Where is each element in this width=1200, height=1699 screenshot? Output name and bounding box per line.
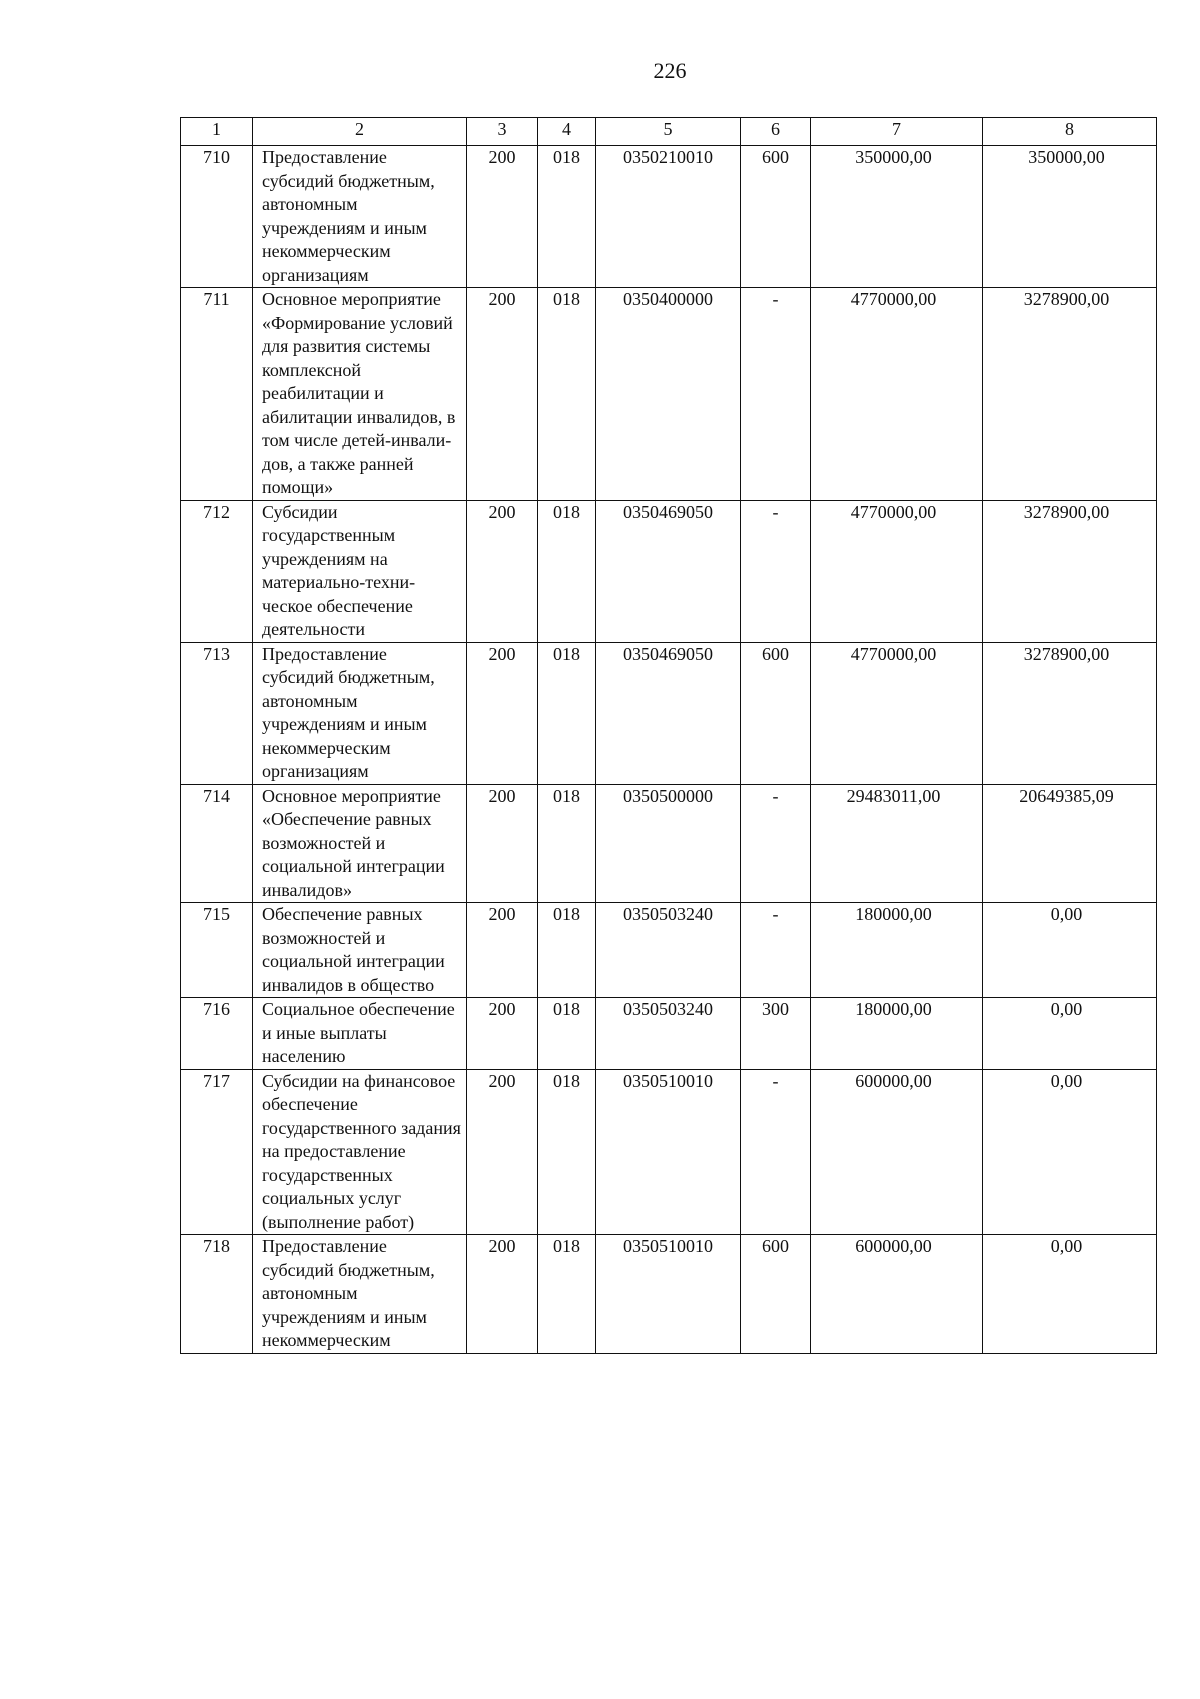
row-number: 713 (181, 642, 253, 784)
cell-col6: 600 (741, 1235, 811, 1354)
row-description: Предоставление субсидий бюджетным, автономным учреждениям и иным некоммерческим организациям (253, 642, 467, 784)
header-row (181, 118, 1157, 146)
cell-col5: 0350210010 (596, 146, 741, 288)
row-number: 715 (181, 903, 253, 998)
row-number: 717 (181, 1069, 253, 1235)
table-row (181, 784, 1157, 903)
cell-col4: 018 (538, 642, 596, 784)
table-row (181, 1235, 1157, 1354)
cell-col3: 200 (467, 998, 538, 1070)
table-row (181, 288, 1157, 501)
cell-col7: 29483011,00 (811, 784, 983, 903)
cell-col6: - (741, 903, 811, 998)
budget-table (180, 117, 1157, 1354)
cell-col3: 200 (467, 903, 538, 998)
cell-col4: 018 (538, 288, 596, 501)
cell-col6: 600 (741, 146, 811, 288)
cell-col8: 350000,00 (983, 146, 1157, 288)
cell-col4: 018 (538, 1235, 596, 1354)
row-description: Социальное обеспечение и иные выплаты населению (253, 998, 467, 1070)
column-header: 8 (983, 118, 1157, 146)
table-row (181, 1069, 1157, 1235)
cell-col5: 0350500000 (596, 784, 741, 903)
cell-col4: 018 (538, 146, 596, 288)
cell-col5: 0350469050 (596, 500, 741, 642)
cell-col5: 0350503240 (596, 998, 741, 1070)
cell-col8: 3278900,00 (983, 642, 1157, 784)
row-number: 718 (181, 1235, 253, 1354)
cell-col5: 0350469050 (596, 642, 741, 784)
cell-col3: 200 (467, 784, 538, 903)
cell-col3: 200 (467, 642, 538, 784)
cell-col3: 200 (467, 500, 538, 642)
row-number: 716 (181, 998, 253, 1070)
row-description: Субсидии государственным учреждениям на материально-техни-ческое обеспечение деятельности (253, 500, 467, 642)
cell-col6: - (741, 500, 811, 642)
cell-col6: - (741, 784, 811, 903)
cell-col4: 018 (538, 998, 596, 1070)
cell-col3: 200 (467, 1069, 538, 1235)
cell-col4: 018 (538, 903, 596, 998)
row-description: Основное мероприятие «Обеспечение равных возможностей и социальной интеграции инвалидов» (253, 784, 467, 903)
cell-col7: 600000,00 (811, 1069, 983, 1235)
cell-col5: 0350510010 (596, 1235, 741, 1354)
row-description: Предоставление субсидий бюджетным, автономным учреждениям и иным некоммерческим организациям (253, 146, 467, 288)
cell-col3: 200 (467, 1235, 538, 1354)
cell-col6: 300 (741, 998, 811, 1070)
cell-col8: 0,00 (983, 903, 1157, 998)
cell-col7: 180000,00 (811, 998, 983, 1070)
cell-col7: 4770000,00 (811, 500, 983, 642)
row-number: 710 (181, 146, 253, 288)
cell-col8: 3278900,00 (983, 500, 1157, 642)
cell-col4: 018 (538, 784, 596, 903)
column-header: 1 (181, 118, 253, 146)
cell-col6: - (741, 288, 811, 501)
cell-col5: 0350510010 (596, 1069, 741, 1235)
cell-col4: 018 (538, 1069, 596, 1235)
cell-col7: 350000,00 (811, 146, 983, 288)
table-row (181, 146, 1157, 288)
page-number: 226 (653, 58, 687, 83)
cell-col8: 0,00 (983, 1069, 1157, 1235)
row-number: 714 (181, 784, 253, 903)
cell-col7: 4770000,00 (811, 288, 983, 501)
table-row (181, 903, 1157, 998)
cell-col5: 0350400000 (596, 288, 741, 501)
cell-col5: 0350503240 (596, 903, 741, 998)
row-description: Предоставление субсидий бюджетным, автономным учреждениям и иным некоммерческим (253, 1235, 467, 1354)
column-header: 4 (538, 118, 596, 146)
cell-col4: 018 (538, 500, 596, 642)
cell-col7: 180000,00 (811, 903, 983, 998)
cell-col8: 0,00 (983, 998, 1157, 1070)
table-row (181, 500, 1157, 642)
row-number: 712 (181, 500, 253, 642)
column-header: 2 (253, 118, 467, 146)
cell-col7: 600000,00 (811, 1235, 983, 1354)
table-row (181, 642, 1157, 784)
row-description: Обеспечение равных возможностей и социальной интеграции инвалидов в общество (253, 903, 467, 998)
cell-col3: 200 (467, 288, 538, 501)
cell-col8: 0,00 (983, 1235, 1157, 1354)
row-description: Субсидии на финансовое обеспечение государственного задания на предоставление государственных социальных услуг (выполнение работ) (253, 1069, 467, 1235)
cell-col8: 20649385,09 (983, 784, 1157, 903)
cell-col3: 200 (467, 146, 538, 288)
cell-col7: 4770000,00 (811, 642, 983, 784)
column-header: 3 (467, 118, 538, 146)
row-description: Основное мероприятие «Формирование условий для развития системы комплексной реабилитации и абилитации инвалидов, в том числе детей-инвали-дов, а также ранней помощи» (253, 288, 467, 501)
cell-col6: - (741, 1069, 811, 1235)
cell-col8: 3278900,00 (983, 288, 1157, 501)
column-header: 7 (811, 118, 983, 146)
column-header: 6 (741, 118, 811, 146)
cell-col6: 600 (741, 642, 811, 784)
column-header: 5 (596, 118, 741, 146)
row-number: 711 (181, 288, 253, 501)
table-row (181, 998, 1157, 1070)
